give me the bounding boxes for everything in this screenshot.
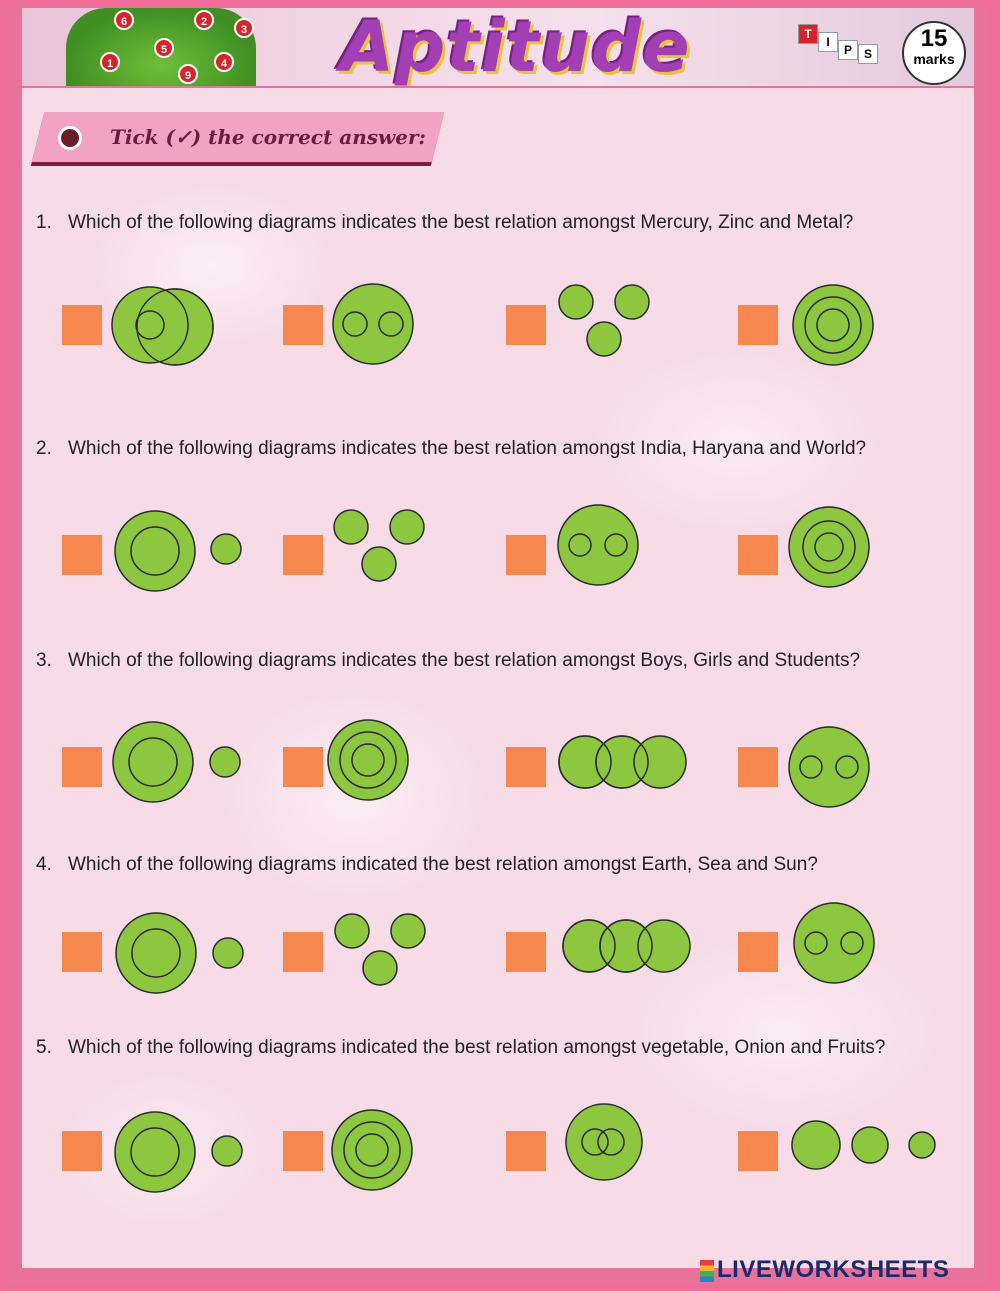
apple-number: 5 <box>154 38 174 58</box>
tips-tile: P <box>838 40 858 60</box>
venn-q4-b-three-separate <box>335 914 425 985</box>
venn-q1-c-three-separate <box>559 285 649 356</box>
venn-q4-d-two-inside <box>794 903 874 983</box>
venn-q5-a-nested-plus-separate <box>115 1112 242 1192</box>
venn-q5-c-overlap-inside <box>566 1104 642 1180</box>
apple-number: 9 <box>178 64 198 84</box>
venn-q3-d-two-inside <box>789 727 869 807</box>
venn-q2-c-two-inside <box>558 505 638 585</box>
venn-q1-a-overlapping <box>112 287 213 365</box>
question-number: 3. <box>36 650 52 671</box>
venn-q4-c-chain <box>563 920 690 972</box>
venn-q1-d-concentric <box>793 285 873 365</box>
question-text: Which of the following diagrams indicated the best relation amongst vegetable, Onion and Fruits? <box>68 1037 886 1058</box>
page-title: Aptitude <box>340 8 691 86</box>
marks-label: marks <box>913 51 955 67</box>
question-number: 5. <box>36 1037 52 1058</box>
venn-q2-d-concentric <box>789 507 869 587</box>
logo-icon <box>700 1260 714 1282</box>
question-text: Which of the following diagrams indicates the best relation amongst Boys, Girls and Students? <box>68 650 861 671</box>
liveworksheets-logo <box>700 1256 949 1284</box>
apple-number: 1 <box>100 52 120 72</box>
tips-tile: T <box>798 24 818 44</box>
tips-tile: I <box>818 32 838 52</box>
question-number: 4. <box>36 854 52 875</box>
apple-number: 3 <box>234 18 254 38</box>
marks-number: 15 <box>920 25 948 52</box>
apple-number: 4 <box>214 52 234 72</box>
venn-q5-d-three-separate-sizes <box>792 1121 935 1169</box>
apple-number: 2 <box>194 10 214 30</box>
instruction-text: Tick (✓) the correct answer: <box>110 125 426 149</box>
question-number: 2. <box>36 438 52 459</box>
venn-q2-a-nested-plus-separate <box>115 511 241 591</box>
venn-q3-a-nested-plus-separate <box>113 722 240 802</box>
brand-text: LIVEWORKSHEETS <box>717 1256 950 1283</box>
venn-q3-b-concentric <box>328 720 408 800</box>
venn-q4-a-nested-plus-separate <box>116 913 243 993</box>
question-number: 1. <box>36 212 52 233</box>
question-text: Which of the following diagrams indicates the best relation amongst Mercury, Zinc and Metal? <box>68 212 854 233</box>
question-text: Which of the following diagrams indicated the best relation amongst Earth, Sea and Sun? <box>68 854 818 875</box>
apple-number: 6 <box>114 10 134 30</box>
venn-q5-b-concentric <box>332 1110 412 1190</box>
question-text: Which of the following diagrams indicates the best relation amongst India, Haryana and World? <box>68 438 867 459</box>
venn-q1-b-two-inside <box>333 284 413 364</box>
venn-q2-b-three-separate <box>334 510 424 581</box>
venn-q3-c-chain <box>559 736 686 788</box>
tips-tile: S <box>858 44 878 64</box>
